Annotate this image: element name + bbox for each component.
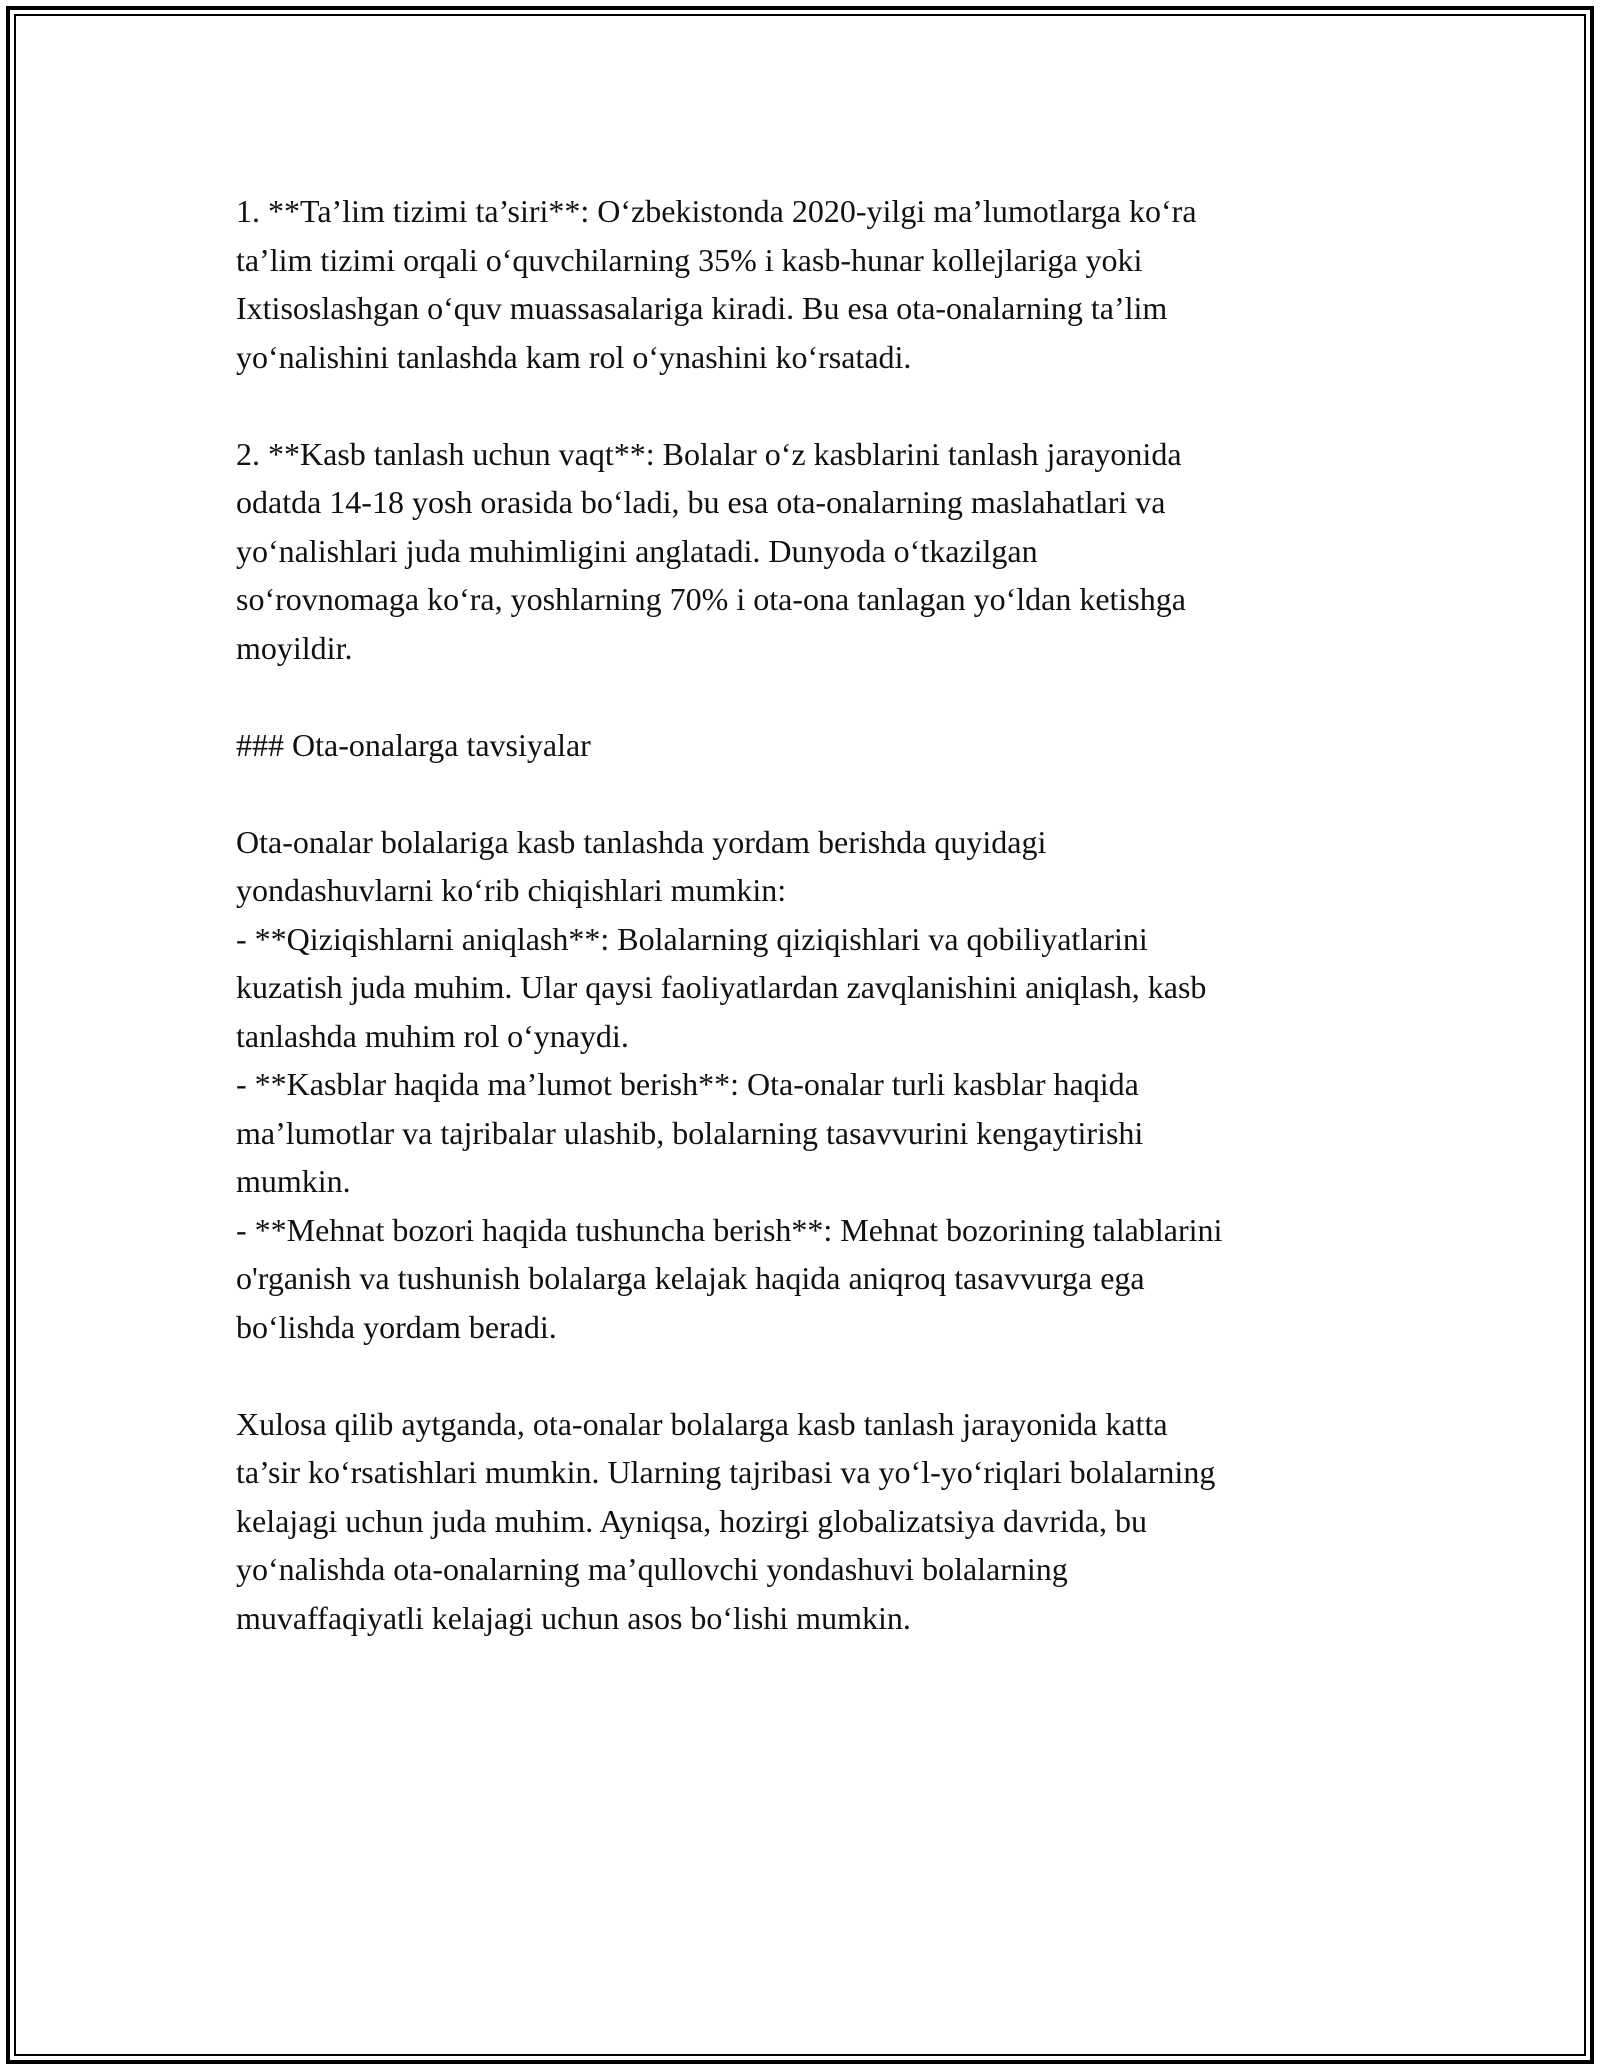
text-line: yo‘nalishlari juda muhimligini anglatadi. Dunyoda o‘tkazilgan — [236, 532, 1038, 569]
text-line: yondashuvlarni ko‘rib chiqishlari mumkin: — [236, 872, 787, 908]
text-line: 2. **Kasb tanlash uchun vaqt**: Bolalar o‘z kasblarini tanlash jarayonida — [236, 435, 1182, 472]
text-line: kuzatish juda muhim. Ular qaysi faoliyatlardan zavqlanishini aniqlash, kasb — [236, 969, 1207, 1005]
text-line: Ota-onalar bolalariga kasb tanlashda yordam berishda quyidagi — [236, 823, 1047, 860]
text-line: kelajagi uchun juda muhim. Ayniqsa, hozirgi globalizatsiya davrida, bu — [236, 1502, 1147, 1539]
text-line: mumkin. — [236, 1163, 351, 1199]
text-line: Ixtisoslashgan o‘quv muassasalariga kiradi. Bu esa ota-onalarning ta’lim — [236, 290, 1168, 326]
conclusion-paragraph — [236, 1400, 1376, 1643]
text-line: - **Kasblar haqida ma’lumot berish**: Ota-onalar turli kasblar haqida — [236, 1066, 1139, 1102]
text-line: so‘rovnomaga ko‘ra, yoshlarning 70% i ota-ona tanlagan yo‘ldan ketishga — [236, 581, 1186, 617]
text-line: o'rganish va tushunish bolalarga kelajak haqida aniqroq tasavvurga ega — [236, 1260, 1145, 1296]
text-line: Xulosa qilib aytganda, ota-onalar bolalarga kasb tanlash jarayonida katta — [236, 1405, 1168, 1442]
text-line: - **Qiziqishlarni aniqlash**: Bolalarning qiziqishlari va qobiliyatlarini — [236, 920, 1148, 957]
paragraph-gap — [236, 672, 1376, 721]
recommendations-paragraph — [236, 818, 1376, 1352]
list-item-education-system — [236, 187, 1376, 381]
text-line: bo‘lishda yordam beradi. — [236, 1308, 557, 1345]
paragraph-gap — [236, 381, 1376, 430]
list-item-career-time — [236, 430, 1376, 673]
paragraph-gap — [236, 1351, 1376, 1400]
text-line: moyildir. — [236, 629, 353, 666]
text-line: yo‘nalishini tanlashda kam rol o‘ynashini ko‘rsatadi. — [236, 338, 912, 375]
text-line: ta’lim tizimi orqali o‘quvchilarning 35% i kasb-hunar kollejlariga yoki — [236, 241, 1143, 278]
section-heading: ### Ota-onalarga tavsiyalar — [236, 726, 591, 763]
text-line: tanlashda muhim rol o‘ynaydi. — [236, 1017, 629, 1054]
text-line: odatda 14-18 yosh orasida bo‘ladi, bu esa ota-onalarning maslahatlari va — [236, 484, 1166, 520]
text-line: yo‘nalishda ota-onalarning ma’qullovchi yondashuvi bolalarning — [236, 1551, 1068, 1587]
paragraph-gap — [236, 769, 1376, 818]
text-line: - **Mehnat bozori haqida tushuncha berish**: Mehnat bozorining talablarini — [236, 1211, 1223, 1248]
text-line: ma’lumotlar va tajribalar ulashib, bolalarning tasavvurini kengaytirishi — [236, 1114, 1144, 1151]
document-body — [236, 187, 1376, 1642]
text-line: muvaffaqiyatli kelajagi uchun asos bo‘lishi mumkin. — [236, 1599, 911, 1636]
text-line: ta’sir ko‘rsatishlari mumkin. Ularning tajribasi va yo‘l-yo‘riqlari bolalarning — [236, 1454, 1216, 1490]
text-line: 1. **Ta’lim tizimi ta’siri**: O‘zbekistonda 2020-yilgi ma’lumotlarga ko‘ra — [236, 193, 1197, 229]
